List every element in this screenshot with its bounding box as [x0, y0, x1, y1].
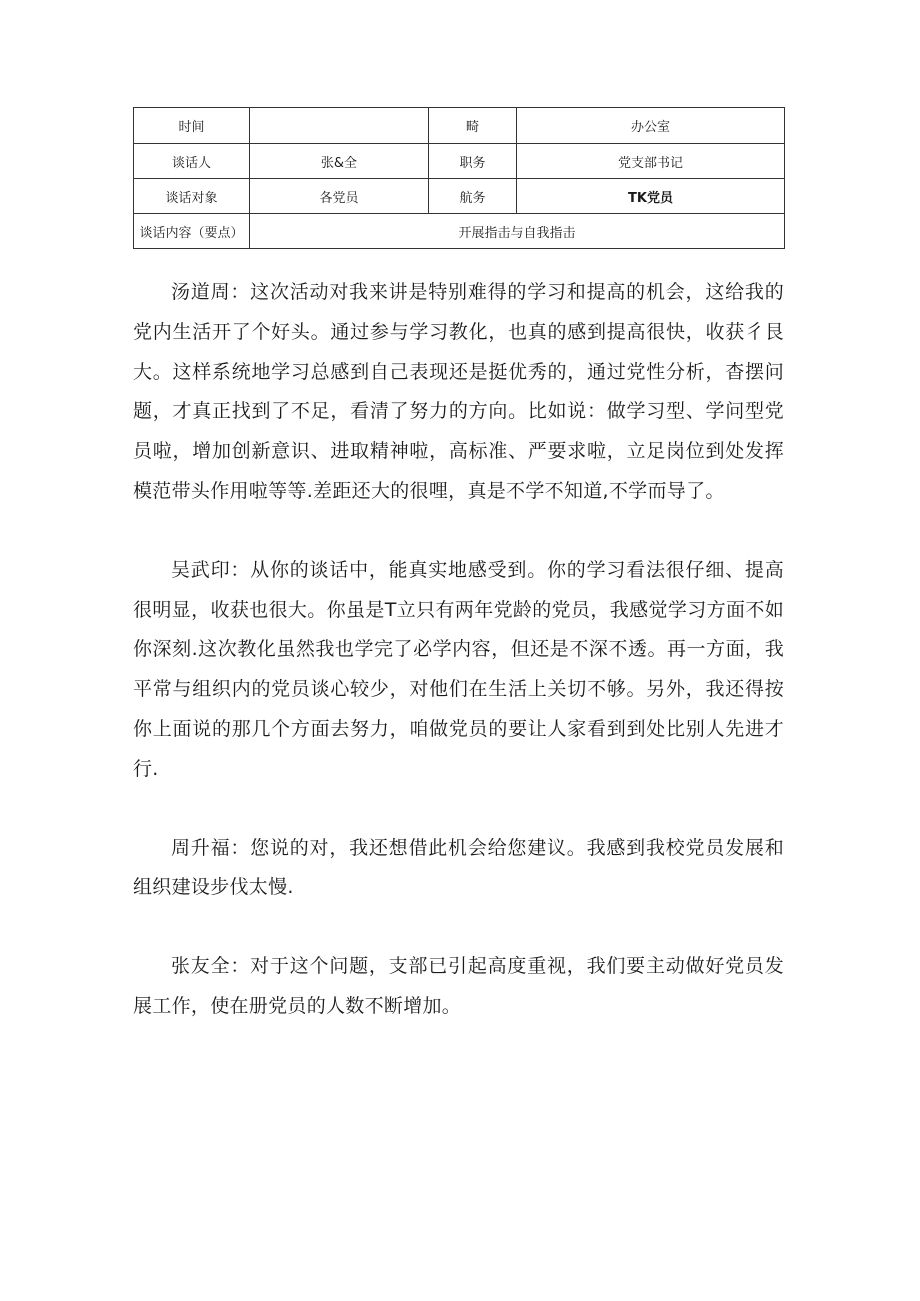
paragraph-zhang: 张友全：对于这个问题，支部已引起高度重视，我们要主动做好党员发展工作，使在册党员的人数不断增加。	[133, 955, 784, 1017]
location-label: 畸	[429, 108, 517, 144]
table-row	[134, 108, 785, 144]
paragraph-wu: 吴武印：从你的谈话中，能真实地感受到。你的学习看法很仔细、提高很明显，收获也很大。你虽是T立只有两年党龄的党员，我感觉学习方面不如你深刻.这次教化虽然我也学完了必学内容，但还是不深不透。再一方面，我平常与组织内的党员谈心较少，对他们在生活上关切不够。另外，我还得按你上面说的那几个方面去努力，咱做党员的要让人家看到到处比别人先进才行.	[133, 558, 784, 780]
time-label: 时间	[134, 108, 250, 144]
speaker-value: 张&全	[250, 144, 429, 179]
target-value: 各党员	[250, 179, 429, 214]
paragraph-tang: 汤道周：这次活动对我来讲是特别难得的学习和提高的机会，这给我的党内生活开了个好头。通过参与学习教化，也真的感到提高很快，收获彳艮大。这样系统地学习总感到自己表现还是挺优秀的，通过党性分析，杳摆问题，才真正找到了不足，看清了努力的方向。比如说：做学习型、学问型党员啦，增加创新意识、进取精神啦，高标准、严要求啦，立足岗位到处发挥模范带头作用啦等等.差距还大的很哩，真是不学不知道,不学而导了。	[133, 281, 784, 502]
target-position-value: TK党员	[517, 179, 785, 214]
table-row	[134, 144, 785, 179]
paragraph-zhou: 周升福：您说的对，我还想借此机会给您建议。我感到我校党员发展和组织建设步伐太慢.	[133, 836, 784, 899]
speaker-position-label: 职务	[429, 144, 517, 179]
talk-record-table	[133, 107, 785, 249]
table-row	[134, 179, 785, 214]
target-position-label: 航务	[429, 179, 517, 214]
speaker-position-value: 党支部书记	[517, 144, 785, 179]
conversation-body	[133, 273, 784, 1066]
content-label: 谈话内容（要点）	[134, 214, 250, 249]
time-value	[250, 108, 429, 144]
target-label: 谈话对象	[134, 179, 250, 214]
speaker-label: 谈话人	[134, 144, 250, 179]
location-value: 办公室	[517, 108, 785, 144]
content-value: 开展指击与自我指击	[250, 214, 785, 249]
table-row	[134, 214, 785, 249]
